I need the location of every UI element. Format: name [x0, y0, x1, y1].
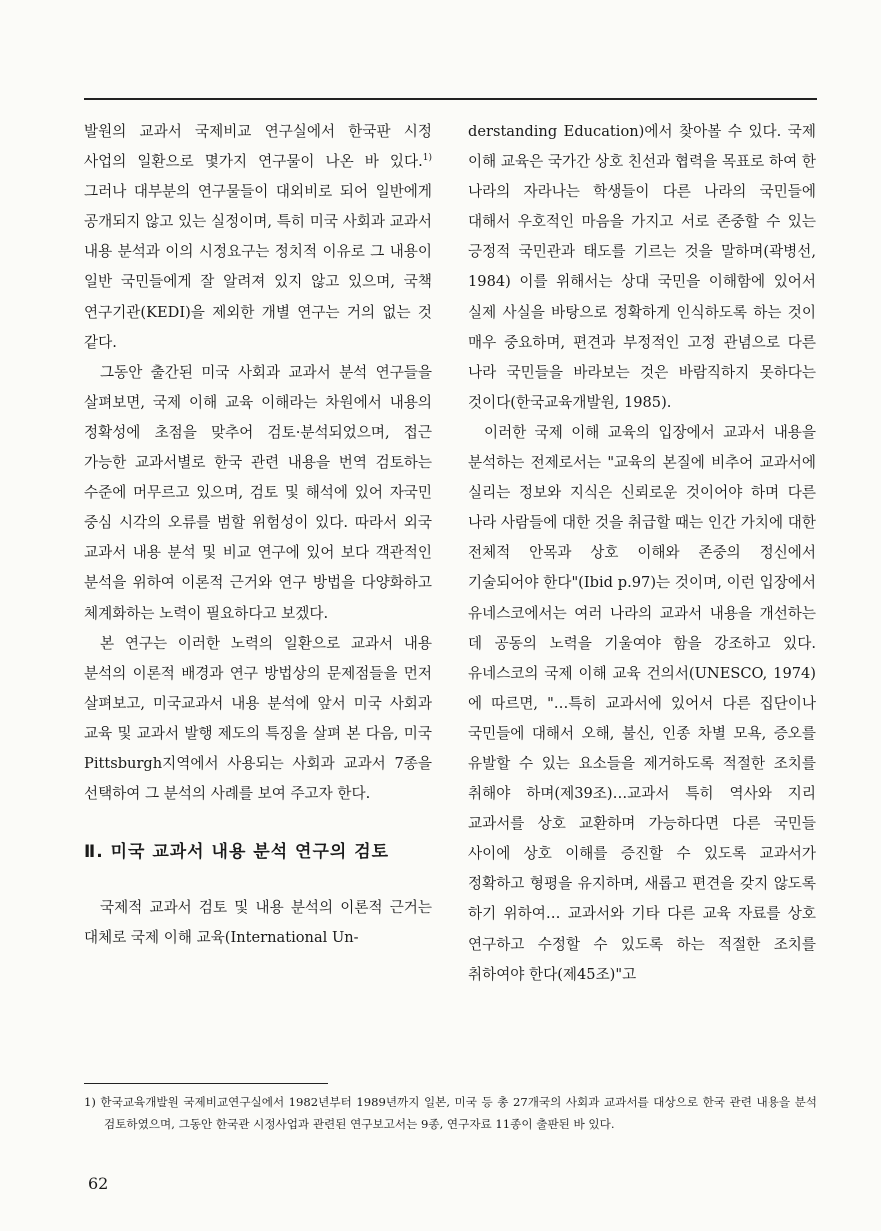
left-paragraph-1: [84, 117, 432, 358]
top-rule: [84, 98, 817, 100]
left-column: [84, 117, 432, 953]
page-number: 62: [88, 1174, 109, 1193]
left-paragraph-3: 본 연구는 이러한 노력의 일환으로 교과서 내용 분석의 이론적 배경과 연구 방법상의 문제점들을 먼저 살펴보고, 미국교과서 내용 분석에 앞서 미국 사회과 교육 및 교과서 발행 제도의 특징을 살펴 본 다음, 미국 Pittsburgh지역에서 사용되는 사회과 교과서 7종을 선택하여 그 분석의 사례를 보여 주고자 한다.: [84, 634, 432, 803]
footnote-ref-1: 1): [422, 153, 432, 164]
right-column: [468, 117, 816, 990]
right-paragraph-2: 이러한 국제 이해 교육의 입장에서 교과서 내용을 분석하는 전제로서는 "교육의 본질에 비추어 교과서에 실리는 정보와 지식은 신뢰로운 것이어야 하며 다른 나라 사람들에 대한 것을 취급할 때는 인간 가치에 대한 전체적 안목과 상호 이해와 존중의 정신에서 기술되어야 한다"(Ibid p.97)는 것이며, 이런 입장에서 유네스코에서는 여러 나라의 교과서 내용을 개선하는 데 공동의 노력을 기울여야 함을 강조하고 있다. 유네스코의 국제 이해 교육 건의서(UNESCO, 1974)에 따르면, "…특히 교과서에 있어서 다른 집단이나 국민들에 대해서 오해, 불신, 인종 차별 모욕, 증오를 유발할 수 있는 요소들을 제거하도록 적절한 조치를 취해야 하며(제39조)…교과서 특히 역사와 지리 교과서를 상호 교환하며 가능하다면 다른 국민들 사이에 상호 이해를 증진할 수 있도록 교과서가 정확하고 형평을 유지하며, 새롭고 편견을 갖지 않도록 하기 위하여… 교과서와 기타 다른 교육 자료를 상호 연구하고 수정할 수 있도록 하는 적절한 조치를 취하여야 한다(제45조)"고: [468, 423, 816, 983]
right-paragraph-1: derstanding Education)에서 찾아볼 수 있다. 국제 이해 교육은 국가간 상호 친선과 협력을 목표로 하여 한 나라의 자라나는 학생들이 다른 나라의 국민들에 대해서 우호적인 마음을 가지고 서로 존중할 수 있는 긍정적 국민관과 태도를 기르는 것을 말하며(곽병선, 1984) 이를 위해서는 상대 국민을 이해함에 있어서 실제 사실을 바탕으로 정확하게 인식하도록 하는 것이 매우 중요하며, 편견과 부정적인 고정 관념으로 다른 나라 국민들을 바라보는 것은 바람직하지 못하다는 것이다(한국교육개발원, 1985).: [468, 123, 816, 411]
footnote: [84, 1091, 817, 1135]
left-paragraph-1-text: 발원의 교과서 국제비교 연구실에서 한국판 시정 사업의 일환으로 몇가지 연구물이 나온 바 있다.: [84, 123, 432, 171]
left-paragraph-4: 국제적 교과서 검토 및 내용 분석의 이론적 근거는 대체로 국제 이해 교육(International Un-: [84, 899, 432, 947]
footnote-text: 1) 한국교육개발원 국제비교연구실에서 1982년부터 1989년까지 일본, 미국 등 총 27개국의 사회과 교과서를 대상으로 한국 관련 내용을 분석 검토하였으며, 그동안 한국관 시정사업과 관련된 연구보고서는 9종, 연구자료 11종이 출판된 바 있다.: [84, 1095, 817, 1131]
footnote-rule: [84, 1083, 328, 1084]
left-paragraph-1-cont: 그러나 대부분의 연구물들이 대외비로 되어 일반에게 공개되지 않고 있는 실정이며, 특히 미국 사회과 교과서 내용 분석과 이의 시정요구는 정치적 이유로 그 내용이 일반 국민들에게 잘 알려져 있지 않고 있으며, 국책 연구기관(KEDI)을 제외한 개별 연구는 거의 없는 것 같다.: [84, 183, 432, 351]
left-paragraph-2: 그동안 출간된 미국 사회과 교과서 분석 연구들을 살펴보면, 국제 이해 교육 이해라는 차원에서 내용의 정확성에 초점을 맞추어 검토·분석되었으며, 접근 가능한 교과서별로 한국 관련 내용을 번역 검토하는 수준에 머무르고 있으며, 검토 및 해석에 있어 자국민 중심 시각의 오류를 범할 위험성이 있다. 따라서 외국 교과서 내용 분석 및 비교 연구에 있어 보다 객관적인 분석을 위하여 이론적 근거와 연구 방법을 다양화하고 체계화하는 노력이 필요하다고 보겠다.: [84, 363, 432, 622]
section-heading: Ⅱ. 미국 교과서 내용 분석 연구의 검토: [84, 842, 390, 863]
